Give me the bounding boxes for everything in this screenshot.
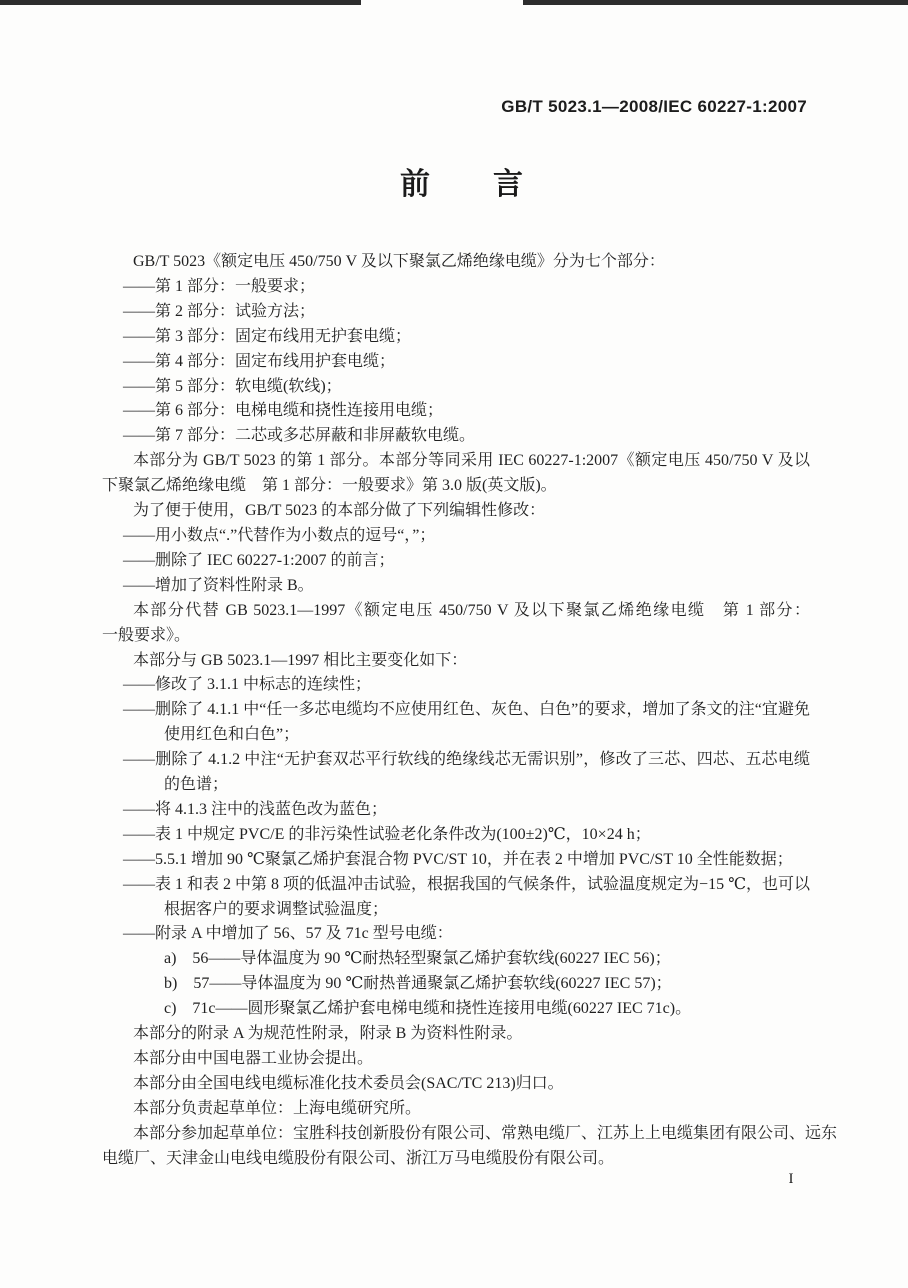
foreword-line: 本部分由中国电器工业协会提出。: [133, 1050, 374, 1067]
foreword-line: ——第 6 部分：电梯电缆和挠性连接用电缆；: [123, 402, 444, 420]
foreword-line: b) 57——导体温度为 90 ℃耐热普通聚氯乙烯护套软线(60227 IEC 57)；: [164, 975, 672, 993]
foreword-line: ——第 3 部分：固定布线用无护套电缆；: [123, 327, 412, 345]
standard-number: GB/T 5023.1—2008/IEC 60227-1:2007: [501, 97, 807, 116]
foreword-line: 本部分代替 GB 5023.1—1997《额定电压 450/750 V 及以下聚氯乙烯绝缘电缆 第 1 部分：: [133, 601, 810, 619]
foreword-line: 为了便于使用，GB/T 5023 的本部分做了下列编辑性修改：: [133, 502, 546, 520]
foreword-line: 使用红色和白色”；: [164, 726, 300, 744]
foreword-line: GB/T 5023《额定电压 450/750 V 及以下聚氯乙烯绝缘电缆》分为七个部分：: [133, 253, 665, 270]
foreword-line: 的色谱；: [164, 776, 229, 794]
foreword-line: 电缆厂、天津金山电线电缆股份有限公司、浙江万马电缆股份有限公司。: [102, 1149, 615, 1167]
foreword-line: ——第 7 部分：二芯或多芯屏蔽和非屏蔽软电缆。: [123, 427, 476, 445]
foreword-line: c) 71c——圆形聚氯乙烯护套电梯电缆和挠性连接用电缆(60227 IEC 71c)。: [164, 1000, 692, 1018]
foreword-line: 下聚氯乙烯绝缘电缆 第 1 部分：一般要求》第 3.0 版(英文版)。: [102, 477, 557, 495]
foreword-line: 本部分参加起草单位：宝胜科技创新股份有限公司、常熟电缆厂、江苏上上电缆集团有限公司、远东: [133, 1124, 838, 1142]
foreword-line: ——修改了 3.1.1 中标志的连续性；: [123, 676, 372, 694]
foreword-line: ——附录 A 中增加了 56、57 及 71c 型号电缆：: [123, 925, 453, 943]
foreword-line: ——删除了 IEC 60227-1:2007 的前言；: [123, 551, 395, 569]
foreword-line: ——第 4 部分：固定布线用护套电缆；: [123, 352, 396, 370]
foreword-line: 本部分由全国电线电缆标准化技术委员会(SAC/TC 213)归口。: [133, 1074, 564, 1092]
foreword-line: 本部分为 GB/T 5023 的第 1 部分。本部分等同采用 IEC 60227-1:2007《额定电压 450/750 V 及以: [133, 452, 810, 470]
foreword-line: ——第 5 部分：软电缆(软线)；: [123, 377, 342, 395]
foreword-line: ——表 1 中规定 PVC/E 的非污染性试验老化条件改为(100±2)℃，10×24 h；: [123, 825, 651, 843]
foreword-line: ——第 2 部分：试验方法；: [123, 302, 316, 320]
foreword-line: 本部分与 GB 5023.1—1997 相比主要变化如下：: [133, 651, 468, 669]
foreword-line: ——第 1 部分：一般要求；: [123, 277, 316, 295]
scan-edge-bar-right: [523, 0, 908, 5]
foreword-line: ——用小数点“.”代替作为小数点的逗号“，”；: [123, 526, 436, 544]
foreword-line: 本部分的附录 A 为规范性附录，附录 B 为资料性附录。: [133, 1025, 523, 1043]
foreword-body: [102, 250, 838, 1172]
foreword-line: a) 56——导体温度为 90 ℃耐热轻型聚氯乙烯护套软线(60227 IEC 56)；: [164, 950, 671, 968]
foreword-line: ——表 1 和表 2 中第 8 项的低温冲击试验，根据我国的气候条件，试验温度规定为−15 ℃，也可以: [123, 875, 810, 893]
scan-edge-bar-left: [0, 0, 361, 5]
foreword-line: 根据客户的要求调整试验温度；: [164, 900, 389, 918]
foreword-line: ——删除了 4.1.2 中注“无护套双芯平行软线的绝缘线芯无需识别”，修改了三芯、四芯、五芯电缆: [123, 751, 810, 769]
foreword-line: ——将 4.1.3 注中的浅蓝色改为蓝色；: [123, 800, 388, 818]
page-number: I: [788, 1171, 794, 1187]
foreword-line: 本部分负责起草单位：上海电缆研究所。: [133, 1099, 422, 1117]
foreword-line: ——删除了 4.1.1 中“任一多芯电缆均不应使用红色、灰色、白色”的要求，增加了条文的注“宜避免: [123, 701, 810, 719]
page-title: 前 言: [400, 168, 524, 201]
foreword-line: ——5.5.1 增加 90 ℃聚氯乙烯护套混合物 PVC/ST 10，并在表 2 中增加 PVC/ST 10 全性能数据；: [123, 850, 793, 868]
foreword-line: 一般要求》。: [102, 626, 191, 644]
foreword-line: ——增加了资料性附录 B。: [123, 576, 314, 594]
